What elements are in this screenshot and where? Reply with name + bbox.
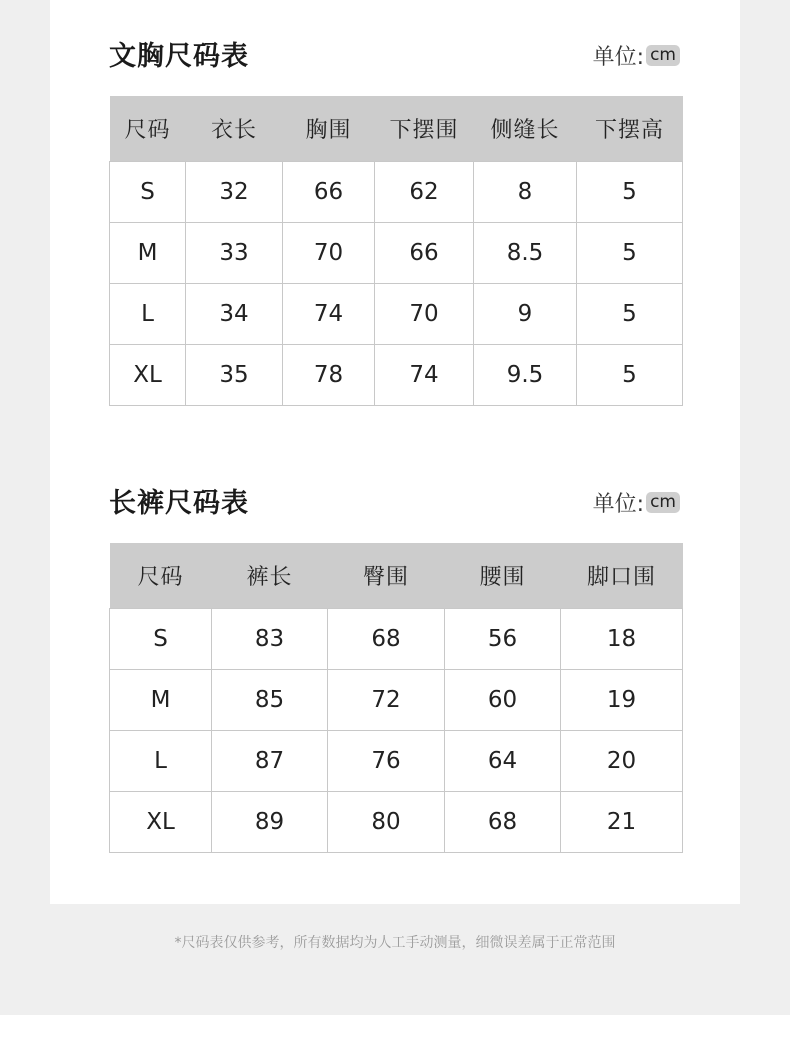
table-cell: 64 [445,731,561,792]
header-cell: 脚口围 [561,543,683,609]
table-cell: 60 [445,670,561,731]
unit-label-text: 单位: [592,492,645,517]
table-cell: 9.5 [474,345,577,406]
table-cell: 66 [283,162,375,223]
table-cell: 8 [474,162,577,223]
pants-size-table [109,543,683,853]
header-cell: 胸围 [283,96,375,162]
table-cell: 19 [561,670,683,731]
table-cell: 9 [474,284,577,345]
table-cell: 89 [212,792,328,853]
table-cell: 5 [577,284,683,345]
header-cell: 衣长 [186,96,283,162]
table-cell: 68 [328,609,445,670]
table-cell: 56 [445,609,561,670]
header-cell: 臀围 [328,543,445,609]
table-cell: 78 [283,345,375,406]
bra-size-table [109,96,683,406]
table-row [110,731,683,792]
header-cell: 腰围 [445,543,561,609]
pants-size-chart-title: 长裤尺码表 [109,488,249,519]
table-cell: 8.5 [474,223,577,284]
table-row [110,284,683,345]
table-cell: 5 [577,345,683,406]
table-header-row [110,543,683,609]
unit-badge: cm [646,492,680,513]
table-cell: 76 [328,731,445,792]
table-cell: 74 [283,284,375,345]
table-cell: 20 [561,731,683,792]
table-cell: 80 [328,792,445,853]
table-cell: 62 [375,162,474,223]
table-cell: 32 [186,162,283,223]
table-cell: S [110,162,186,223]
table-cell: M [110,223,186,284]
table-cell: L [110,284,186,345]
table-cell: 74 [375,345,474,406]
table-cell: 83 [212,609,328,670]
table-row [110,609,683,670]
header-cell: 下摆围 [375,96,474,162]
table-cell: 72 [328,670,445,731]
unit-badge: cm [646,45,680,66]
table-cell: 18 [561,609,683,670]
table-cell: XL [110,345,186,406]
header-cell: 侧缝长 [474,96,577,162]
table-cell: 33 [186,223,283,284]
table-cell: L [110,731,212,792]
table-cell: 70 [375,284,474,345]
table-row [110,223,683,284]
table-cell: 35 [186,345,283,406]
bra-unit-label [593,40,680,71]
table-cell: 66 [375,223,474,284]
table-header-row [110,96,683,162]
table-row [110,670,683,731]
header-cell: 下摆高 [577,96,683,162]
header-cell: 尺码 [110,96,186,162]
header-cell: 裤长 [212,543,328,609]
table-cell: 34 [186,284,283,345]
table-cell: 87 [212,731,328,792]
disclaimer-footnote: *尺码表仅供参考，所有数据均为人工手动测量，细微误差属于正常范围 [174,935,616,951]
table-row [110,162,683,223]
pants-unit-label [593,487,680,518]
table-cell: 68 [445,792,561,853]
table-cell: S [110,609,212,670]
table-cell: 70 [283,223,375,284]
bra-size-chart-title: 文胸尺码表 [109,41,249,72]
table-row [110,345,683,406]
table-cell: XL [110,792,212,853]
table-cell: M [110,670,212,731]
table-cell: 5 [577,162,683,223]
table-cell: 85 [212,670,328,731]
unit-label-text: 单位: [592,45,645,70]
table-cell: 5 [577,223,683,284]
table-row [110,792,683,853]
header-cell: 尺码 [110,543,212,609]
table-cell: 21 [561,792,683,853]
